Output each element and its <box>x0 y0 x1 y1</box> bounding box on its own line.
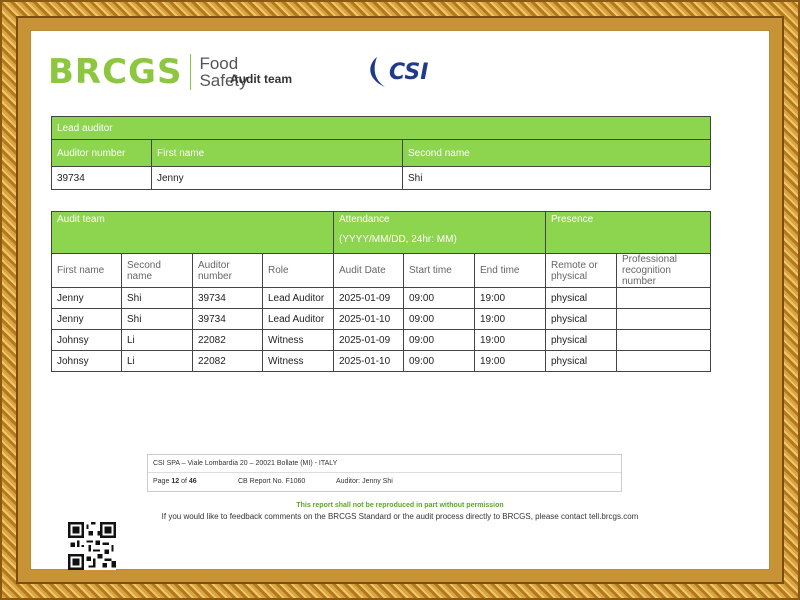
cell-end-time: 19:00 <box>475 309 546 330</box>
col-first-name: First name <box>52 254 122 288</box>
cell-recognition <box>617 351 711 372</box>
attendance-format: (YYYY/MM/DD, 24hr: MM) <box>339 234 457 245</box>
col-end-time: End time <box>475 254 546 288</box>
lead-second-name: Shi <box>403 167 711 190</box>
cell-role: Witness <box>263 351 334 372</box>
cell-first-name: Johnsy <box>52 330 122 351</box>
cell-role: Lead Auditor <box>263 288 334 309</box>
cell-first-name: Jenny <box>52 309 122 330</box>
cell-second-name: Shi <box>122 288 193 309</box>
brcgs-logo <box>48 52 248 92</box>
food-label: Food <box>199 54 239 73</box>
cell-recognition <box>617 288 711 309</box>
cell-first-name: Johnsy <box>52 351 122 372</box>
table-row <box>52 351 711 372</box>
col-first-name: First name <box>152 140 403 167</box>
footer-auditor: Auditor: Jenny Shi <box>336 478 393 485</box>
col-professional-recognition: Professional recognition number <box>617 254 711 288</box>
cell-recognition <box>617 330 711 351</box>
feedback-note: If you would like to feedback comments on the BRCGS Standard or the audit process directly to BRCGS, please contact tell.brcgs.com <box>161 512 639 521</box>
cell-start-time: 09:00 <box>404 288 475 309</box>
presence-header: Presence <box>546 212 711 254</box>
audit-team-table <box>51 211 711 372</box>
cell-end-time: 19:00 <box>475 330 546 351</box>
table-row <box>52 309 711 330</box>
attendance-header <box>334 212 546 254</box>
col-role: Role <box>263 254 334 288</box>
lead-auditor-title: Lead auditor <box>52 117 711 140</box>
cell-audit-date: 2025-01-09 <box>334 288 404 309</box>
cell-first-name: Jenny <box>52 288 122 309</box>
cell-audit-date: 2025-01-10 <box>334 309 404 330</box>
col-auditor-number: Auditor number <box>193 254 263 288</box>
csi-logo-text: CSI <box>389 59 429 85</box>
page-number: 12 <box>171 478 180 485</box>
col-audit-date: Audit Date <box>334 254 404 288</box>
footer-divider <box>148 472 621 473</box>
cell-auditor-number: 39734 <box>193 288 263 309</box>
cell-audit-date: 2025-01-09 <box>334 330 404 351</box>
cell-second-name: Li <box>122 330 193 351</box>
page-label: Page <box>153 478 170 485</box>
audit-team-header: Audit team <box>52 212 334 254</box>
lead-auditor-number: 39734 <box>52 167 152 190</box>
footer-info-box <box>147 454 622 492</box>
csi-logo <box>365 52 428 92</box>
attendance-label: Attendance <box>339 214 390 225</box>
cell-presence: physical <box>546 309 617 330</box>
cell-auditor-number: 22082 <box>193 351 263 372</box>
cell-audit-date: 2025-01-10 <box>334 351 404 372</box>
cell-start-time: 09:00 <box>404 309 475 330</box>
qr-code-icon <box>68 522 116 570</box>
col-auditor-number: Auditor number <box>52 140 152 167</box>
col-start-time: Start time <box>404 254 475 288</box>
cell-end-time: 19:00 <box>475 288 546 309</box>
page-of-label: of <box>181 478 187 485</box>
table-row <box>52 288 711 309</box>
cell-end-time: 19:00 <box>475 351 546 372</box>
col-second-name: Second name <box>122 254 193 288</box>
col-remote-or-physical: Remote or physical <box>546 254 617 288</box>
lead-first-name: Jenny <box>152 167 403 190</box>
safety-label: Safety <box>199 71 248 90</box>
cell-presence: physical <box>546 288 617 309</box>
col-second-name: Second name <box>403 140 711 167</box>
page-indicator <box>153 478 197 485</box>
cell-presence: physical <box>546 351 617 372</box>
page-total: 46 <box>188 478 197 485</box>
lead-auditor-table <box>51 116 711 190</box>
logo-divider <box>190 54 191 90</box>
table-row <box>52 330 711 351</box>
cell-role: Lead Auditor <box>263 309 334 330</box>
cell-presence: physical <box>546 330 617 351</box>
csi-swoosh-icon <box>365 55 387 89</box>
cell-second-name: Shi <box>122 309 193 330</box>
brcgs-logo-text: BRCGS <box>48 52 183 92</box>
cell-auditor-number: 22082 <box>193 330 263 351</box>
cell-second-name: Li <box>122 351 193 372</box>
cell-start-time: 09:00 <box>404 330 475 351</box>
page-title: Audit team <box>230 72 293 86</box>
company-address: CSI SPA – Viale Lombardia 20 – 20021 Bollate (MI) - ITALY <box>153 460 338 467</box>
cb-report-number: CB Report No. F1060 <box>238 478 306 485</box>
cell-recognition <box>617 309 711 330</box>
cell-start-time: 09:00 <box>404 351 475 372</box>
cell-auditor-number: 39734 <box>193 309 263 330</box>
reproduction-warning: This report shall not be reproduced in part without permission <box>296 502 504 509</box>
cell-role: Witness <box>263 330 334 351</box>
